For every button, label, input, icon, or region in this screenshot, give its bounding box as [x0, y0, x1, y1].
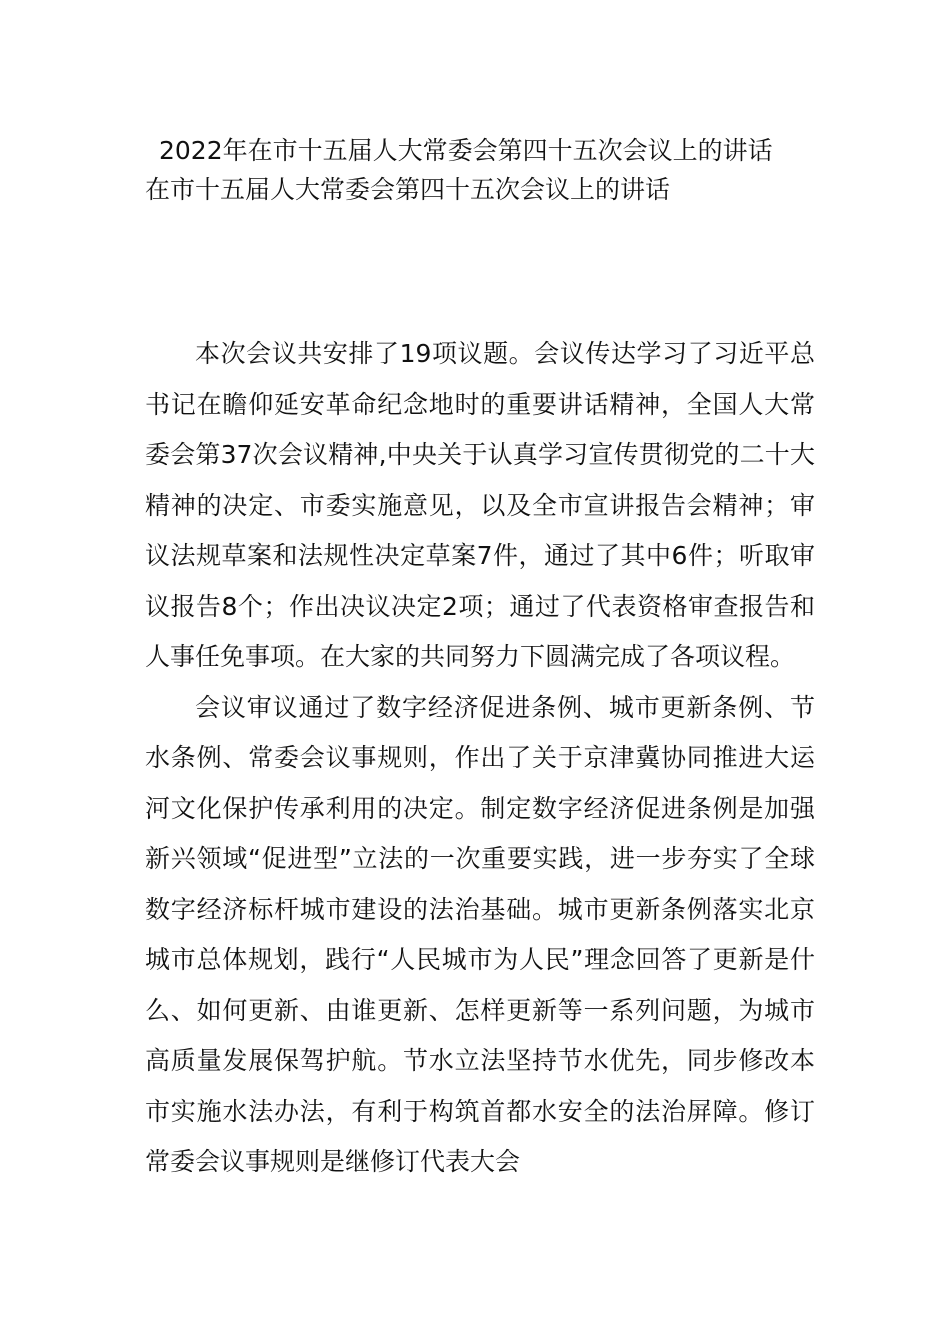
title-line-sub: 在市十五届人大常委会第四十五次会议上的讲话 — [145, 175, 671, 204]
document-body — [145, 329, 815, 1188]
document-title — [145, 131, 825, 209]
body-paragraph-2: 会议审议通过了数字经济促进条例、城市更新条例、节水条例、常委会议事规则，作出了关于京津冀协同推进大运河文化保护传承利用的决定。制定数字经济促进条例是加强新兴领域“促进型”立法的一次重要实践，进一步夯实了全球数字经济标杆城市建设的法治基础。城市更新条例落实北京城市总体规划，践行“人民城市为人民”理念回答了更新是什么、如何更新、由谁更新、怎样更新等一系列问题，为城市高质量发展保驾护航。节水立法坚持节水优先，同步修改本市实施水法办法，有利于构筑首都水安全的法治屏障。修订常委会议事规则是继修订代表大会 — [145, 692, 815, 1176]
title-line-main: 2022年在市十五届人大常委会第四十五次会议上的讲话 — [159, 136, 773, 165]
body-paragraph-1: 本次会议共安排了19项议题。会议传达学习了习近平总书记在瞻仰延安革命纪念地时的重要讲话精神，全国人大常委会第37次会议精神,中央关于认真学习宣传贯彻党的二十大精神的决定、市委实施意见，以及全市宣讲报告会精神；审议法规草案和法规性决定草案7件，通过了其中6件；听取审议报告8个；作出决议决定2项；通过了代表资格审查报告和人事任免事项。在大家的共同努力下圆满完成了各项议程。 — [145, 339, 815, 671]
